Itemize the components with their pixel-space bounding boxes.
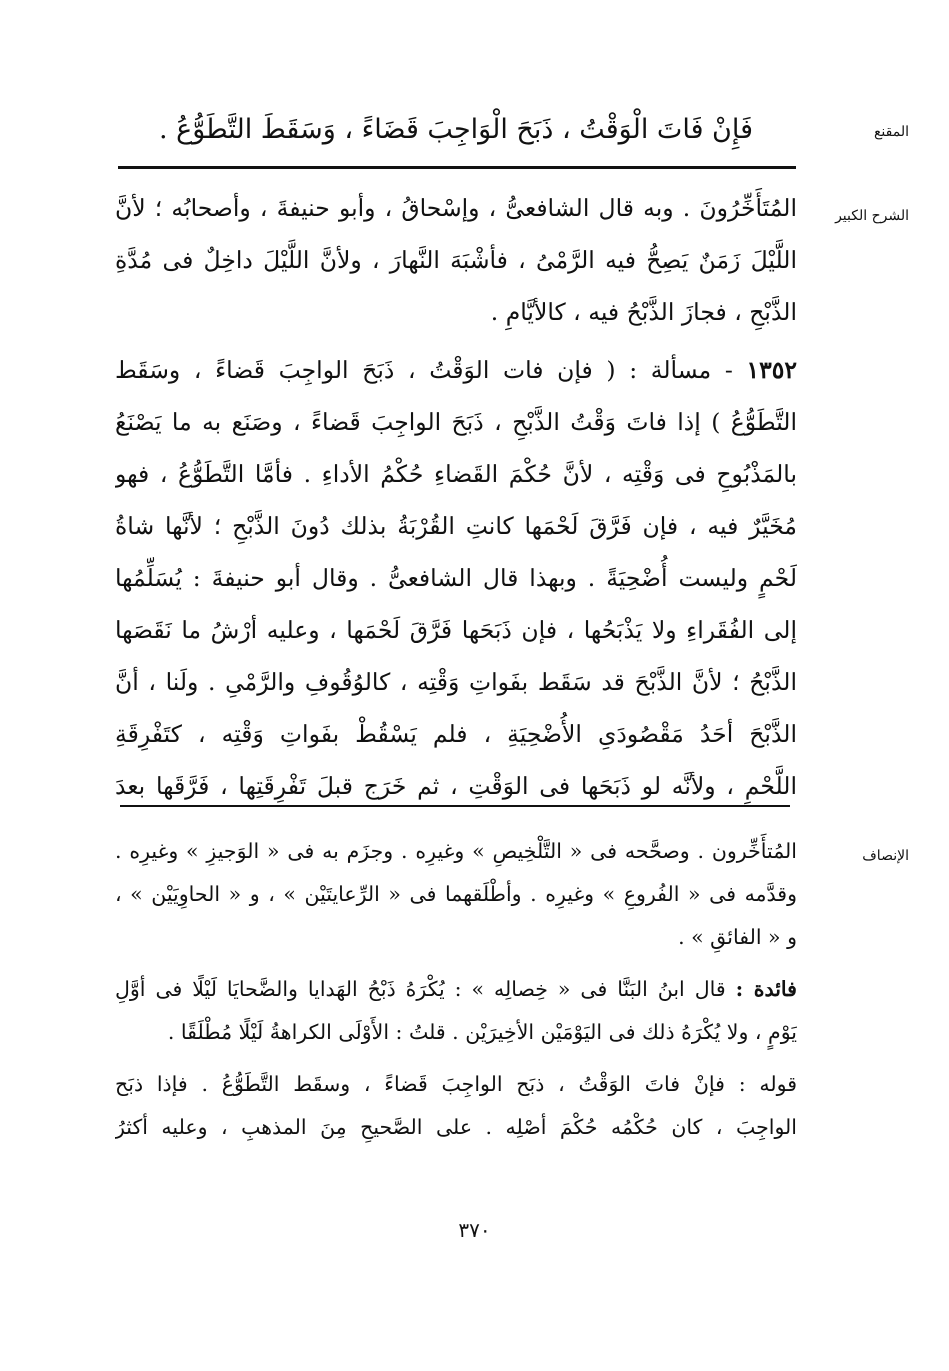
masala-number: ١٣٥٢: [746, 356, 797, 384]
text-line: [115, 344, 797, 396]
text-line: التَّطَوُّعُ ) إذا فاتَ وَقْتُ الذَّبْحِ ، ذَبَحَ الواجِبَ قَضاءً ، وصَنَع به ما يَصْنَعُ: [115, 408, 797, 436]
text-line: الواجِبَ ، كان حُكْمُه حُكْمَ أصْلِه . على الصَّحيحِ مِنَ المذهبِ ، وعليه أكثرُ: [115, 1115, 797, 1139]
sharh-kabir-text: [115, 182, 797, 812]
text-line: اللَّحْمِ ، ولأنَّه لو ذَبَحَها فى الوَقْتِ ، ثم خَرَج قبلَ تَفْرِقَتِها ، فَرَّقَها بعدَ: [115, 772, 797, 800]
masala-heading-text: - مسألة : ( فإن فات الوَقْتُ ، ذَبَحَ الواجِبَ قَضاءً ، وسَقَط: [115, 356, 747, 384]
insaf-paragraph-3: [115, 1063, 797, 1149]
insaf-text: [115, 830, 797, 1149]
insaf-label: الإنصاف: [862, 848, 909, 864]
text-line: و « الفائقِ » .: [678, 925, 797, 949]
text-line: مُخَيَّرٌ فيه ، فإن فَرَّقَ لَحْمَها كانتِ القُرْبَةُ بذلك دُونَ الذَّبْحِ ؛ لأنَّها شاةُ: [115, 512, 797, 540]
text-line: اللَّيْلَ زَمَنٌ يَصِحُّ فيه الرَّمْىُ ، فأشْبَهَ النَّهارَ ، ولأنَّ اللَّيْلَ داخِلٌ فى مُدَّةِ: [115, 246, 797, 274]
text-line: الذَّبْحَ أحَدُ مَقْصُودَىِ الأُضْحِيَةِ ، فلم يَسْقُطْ بفَواتِ وَقْتِه ، كتَفْرِقَةِ: [115, 720, 797, 748]
text-line: لَحْمٍ وليست أُضْحِيَةً . وبهذا قال الشافعىُّ . وقال أبو حنيفةَ : يُسَلِّمُها: [115, 564, 797, 592]
text-line: وقدَّمه فى « الفُروعِ » وغيرِه . وأطْلَقهما فى « الرِّعايتَيْن » ، و « الحاوِيَيْن » ،: [115, 882, 797, 906]
insaf-paragraph-1: [115, 830, 797, 959]
insaf-paragraph-2: [115, 968, 797, 1054]
page-number: ٣٧٠: [458, 1218, 491, 1242]
text-line: يَوْمٍ ، ولا يُكْرَهُ ذلك فى اليَوْمَيْن الأخِيرَيْن . قلتُ : الأَوْلَى الكراهةُ لَيْلًا مُطْلَقًا .: [167, 1020, 797, 1044]
text-line: [115, 968, 797, 1011]
text-line: الذَّبْحُ ؛ لأنَّ الذَّبْحَ قد سَقَط بفَواتِ وَقْتِه ، كالوُقُوفِ والرَّمْىِ . ولَنا ، أنَّ: [115, 668, 797, 696]
muqni-line: فَإِنْ فَاتَ الْوَقْتُ ، ذَبَحَ الْوَاجِبَ قَضَاءً ، وَسَقَطَ التَّطَوُّعُ .: [158, 114, 754, 145]
section-divider-thin: [120, 805, 790, 807]
text-line: المُتَأَخِّرُونَ . وبه قال الشافعىُّ ، وإسْحاقُ ، وأبو حنيفةَ ، وأصحابُه ؛ لأنَّ: [115, 194, 797, 222]
text-line: الذَّبْحِ ، فجازَ الذَّبْحُ فيه ، كالأيَّامِ .: [490, 298, 797, 326]
kabir-paragraph-1: [115, 182, 797, 338]
kabir-paragraph-2: [115, 344, 797, 812]
sharh-kabir-label: الشرح الكبير: [835, 208, 909, 224]
faida-text: قال ابنُ البَنَّا فى « خِصالِه » : يُكْرَهُ ذَبْحُ الهَدايا والضَّحايَا لَيْلًا فى أوَّلِ: [115, 977, 736, 1001]
muqni-label: المقنع: [873, 124, 909, 140]
text-line: إلى الفُقَراءِ ولا يَذْبَحُها ، فإن ذَبَحَها فَرَّقَ لَحْمَها ، وعليه أرْشُ ما نَقَصَها: [115, 616, 797, 644]
section-divider-thick: [118, 166, 796, 169]
faida-heading: فائدة :: [735, 977, 797, 1001]
text-line: بالمَذْبُوحِ فى وَقْتِه ، لأنَّ حُكْمَ القَضاءِ حُكْمُ الأداءِ . فأمَّا التَّطَوُّعُ ، فهو: [115, 460, 797, 488]
muqni-text: [115, 108, 797, 152]
text-line: المُتأَخِّرون . وصحَّحه فى « التَّلْخِيصِ » وغيرِه . وجزَم به فى « الوَجيزِ » وغيرِه .: [115, 839, 797, 863]
text-line: قوله : فإنْ فاتَ الوَقْتُ ، ذبَح الواجِبَ قَضاءً ، وسقَط التَّطَوُّعُ . فإذا ذبَح: [115, 1072, 797, 1096]
